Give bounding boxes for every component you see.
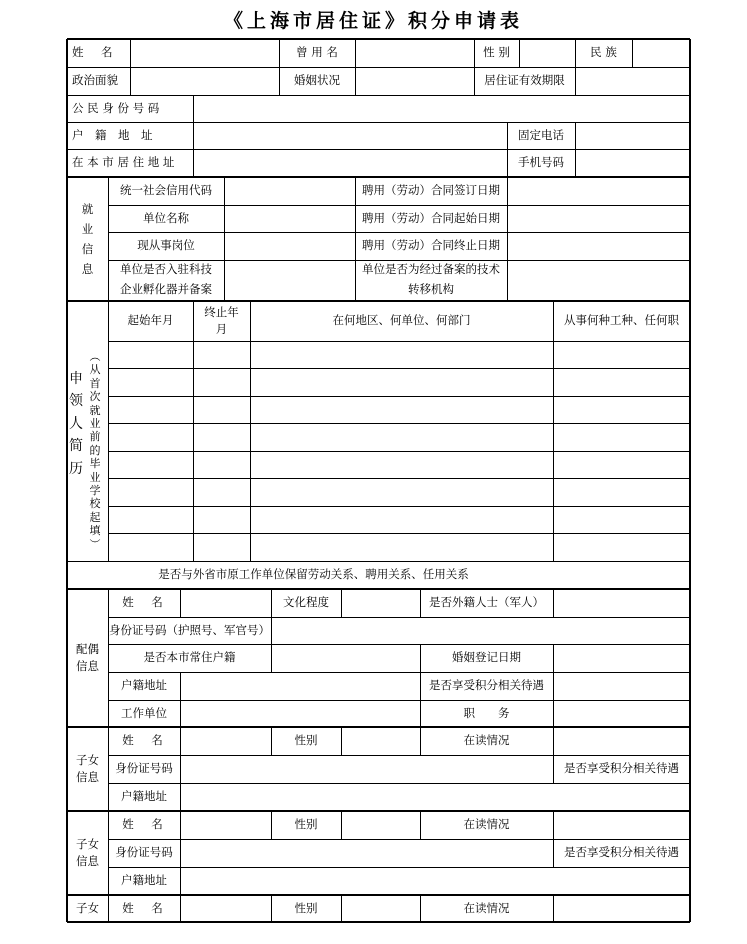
contract-end-date-label: 聘用（劳动）合同终止日期 (362, 238, 500, 253)
child-gender-label: 性别 (294, 733, 318, 748)
household-address-label: 户 籍 地 址 (72, 127, 153, 142)
political-status-field[interactable] (131, 68, 278, 94)
resume-start-date-cell[interactable] (109, 479, 192, 505)
resume-employer-cell[interactable] (251, 369, 552, 395)
resume-section-label: 申 领 人 简 历 (69, 371, 83, 477)
child-household-address-field[interactable] (181, 784, 689, 810)
child-school-label: 在读情况 (463, 733, 510, 748)
resume-end-date-cell[interactable] (194, 369, 249, 395)
child-benefits-label: 是否享受积分相关待遇 (564, 845, 679, 860)
resume-start-date-cell[interactable] (109, 424, 192, 450)
child-gender-field[interactable] (342, 812, 419, 838)
child-household-address-label: 户籍地址 (121, 789, 167, 804)
child-id-field[interactable] (181, 840, 552, 866)
child-name-field[interactable] (181, 728, 270, 754)
permit-validity-field[interactable] (576, 68, 689, 94)
local-address-label: 在 本 市 居 住 地 址 (72, 155, 175, 170)
spouse-marriage-date-label: 婚姻登记日期 (452, 650, 521, 665)
resume-job-title-cell[interactable] (554, 369, 689, 395)
employment-section-label: 就 业 信 息 (81, 201, 94, 277)
child-name-label: 姓 名 (122, 733, 166, 748)
mobile-field[interactable] (576, 150, 689, 176)
tech-transfer-question-line1: 单位是否为经过备案的技术 (362, 262, 500, 277)
child-name-field[interactable] (181, 896, 270, 921)
former-name-label: 曾 用 名 (296, 45, 338, 60)
resume-end-date-cell[interactable] (194, 452, 249, 477)
child-school-field[interactable] (554, 896, 689, 921)
child-school-label: 在读情况 (463, 817, 510, 832)
political-status-label: 政治面貌 (72, 73, 118, 88)
credit-code-field[interactable] (225, 178, 354, 204)
marital-status-label: 婚姻状况 (294, 73, 340, 88)
child-section-label-2: 子女 信息 (76, 836, 99, 868)
spouse-id-field[interactable] (272, 618, 689, 643)
child-gender-label: 性别 (294, 900, 318, 915)
employer-header: 在何地区、何单位、何部门 (332, 313, 471, 328)
spouse-name-field[interactable] (181, 590, 270, 616)
child-name-label: 姓 名 (122, 817, 166, 832)
contract-start-date-field[interactable] (508, 206, 689, 231)
tech-transfer-question-line2: 转移机构 (408, 282, 454, 297)
landline-label: 固定电话 (518, 127, 564, 142)
form-title: 《上海市居住证》积分申请表 (223, 10, 523, 32)
child-id-label: 身份证号码 (115, 761, 173, 776)
child-id-field[interactable] (181, 756, 552, 782)
resume-employer-cell[interactable] (251, 397, 552, 422)
landline-field[interactable] (576, 123, 689, 148)
child-school-field[interactable] (554, 728, 689, 754)
company-name-label: 单位名称 (143, 210, 189, 225)
child-section-label-3: 子女 (76, 900, 99, 915)
position-label: 现从事岗位 (137, 238, 195, 253)
household-address-field[interactable] (194, 123, 506, 148)
former-name-field[interactable] (356, 40, 473, 66)
spouse-household-address-label: 户籍地址 (121, 678, 167, 693)
incubator-field[interactable] (225, 261, 354, 300)
resume-end-date-cell[interactable] (194, 424, 249, 450)
resume-start-date-cell[interactable] (109, 534, 192, 560)
end-date-header: 终止年 月 (204, 304, 239, 336)
child-name-field[interactable] (181, 812, 270, 838)
resume-end-date-cell[interactable] (194, 397, 249, 422)
resume-start-date-cell[interactable] (109, 452, 192, 477)
position-field[interactable] (225, 233, 354, 259)
contract-start-date-label: 聘用（劳动）合同起始日期 (362, 210, 500, 225)
resume-start-date-cell[interactable] (109, 342, 192, 367)
mobile-label: 手机号码 (518, 155, 564, 170)
spouse-duty-label: 职 务 (463, 705, 510, 720)
contract-sign-date-label: 聘用（劳动）合同签订日期 (362, 183, 500, 198)
resume-employer-cell[interactable] (251, 534, 552, 560)
spouse-household-address-field[interactable] (181, 673, 419, 699)
resume-start-date-cell[interactable] (109, 369, 192, 395)
tech-transfer-field[interactable] (508, 261, 689, 300)
contract-end-date-field[interactable] (508, 233, 689, 259)
child-id-label: 身份证号码 (115, 845, 173, 860)
resume-start-date-cell[interactable] (109, 397, 192, 422)
job-title-header: 从事何种工种、任何职 (564, 313, 679, 328)
id-number-field[interactable] (194, 96, 689, 121)
resume-job-title-cell[interactable] (554, 534, 689, 560)
resume-start-date-cell[interactable] (109, 507, 192, 532)
name-label: 姓 名 (72, 45, 116, 60)
spouse-id-label: 身份证号码（护照号、军官号） (109, 622, 270, 637)
child-name-label: 姓 名 (122, 900, 166, 915)
resume-instruction-note: ︵ 从 首 次 就 业 前 的 毕 业 学 校 起 填 ︶ (89, 350, 101, 551)
child-gender-field[interactable] (342, 896, 419, 921)
contract-sign-date-field[interactable] (508, 178, 689, 204)
spouse-education-label: 文化程度 (283, 595, 329, 610)
spouse-foreign-field[interactable] (554, 590, 689, 616)
local-address-field[interactable] (194, 150, 506, 176)
child-school-field[interactable] (554, 812, 689, 838)
start-date-header: 起始年月 (127, 313, 174, 328)
spouse-foreign-label: 是否外籍人士（军人） (429, 595, 544, 610)
child-gender-label: 性别 (294, 817, 318, 832)
spouse-benefits-label: 是否享受积分相关待遇 (429, 678, 544, 693)
labor-relation-question: 是否与外省市原工作单位保留劳动关系、聘用关系、任用关系 (158, 567, 469, 582)
resume-end-date-cell[interactable] (194, 342, 249, 367)
spouse-name-label: 姓 名 (122, 595, 166, 610)
child-section-label-1: 子女 信息 (76, 752, 99, 784)
spouse-benefits-field[interactable] (554, 673, 689, 699)
ethnicity-field[interactable] (633, 40, 689, 66)
child-benefits-label: 是否享受积分相关待遇 (564, 761, 679, 776)
spouse-local-household-label: 是否本市常住户籍 (143, 650, 236, 665)
resume-employer-cell[interactable] (251, 479, 552, 505)
resume-job-title-cell[interactable] (554, 424, 689, 450)
spouse-employer-field[interactable] (181, 701, 419, 726)
spouse-duty-field[interactable] (554, 701, 689, 726)
child-household-address-field[interactable] (181, 868, 689, 894)
resume-end-date-cell[interactable] (194, 534, 249, 560)
credit-code-label: 统一社会信用代码 (120, 183, 212, 198)
incubator-question-line1: 单位是否入驻科技 (120, 262, 212, 277)
ethnicity-label: 民 族 (590, 45, 617, 60)
spouse-education-field[interactable] (342, 590, 419, 616)
permit-validity-label: 居住证有效期限 (484, 73, 565, 88)
child-gender-field[interactable] (342, 728, 419, 754)
resume-job-title-cell[interactable] (554, 342, 689, 367)
resume-employer-cell[interactable] (251, 452, 552, 477)
grid-line-v (689, 39, 691, 922)
resume-end-date-cell[interactable] (194, 479, 249, 505)
marital-status-field[interactable] (356, 68, 473, 94)
spouse-marriage-date-field[interactable] (554, 645, 689, 671)
resume-job-title-cell[interactable] (554, 507, 689, 532)
child-school-label: 在读情况 (463, 900, 510, 915)
resume-job-title-cell[interactable] (554, 452, 689, 477)
resume-employer-cell[interactable] (251, 507, 552, 532)
child-household-address-label: 户籍地址 (121, 873, 167, 888)
incubator-question-line2: 企业孵化器并备案 (120, 282, 212, 297)
spouse-local-household-field[interactable] (272, 645, 419, 671)
resume-job-title-cell[interactable] (554, 479, 689, 505)
gender-label: 性 别 (483, 45, 510, 60)
gender-field[interactable] (520, 40, 574, 66)
name-field[interactable] (131, 40, 278, 66)
labor-relation-field[interactable] (561, 562, 689, 588)
id-number-label: 公 民 身 份 号 码 (72, 100, 160, 115)
company-name-field[interactable] (225, 206, 354, 231)
resume-employer-cell[interactable] (251, 424, 552, 450)
spouse-employer-label: 工作单位 (121, 705, 167, 720)
resume-job-title-cell[interactable] (554, 397, 689, 422)
resume-end-date-cell[interactable] (194, 507, 249, 532)
spouse-section-label: 配偶 信息 (76, 641, 99, 673)
resume-employer-cell[interactable] (251, 342, 552, 367)
